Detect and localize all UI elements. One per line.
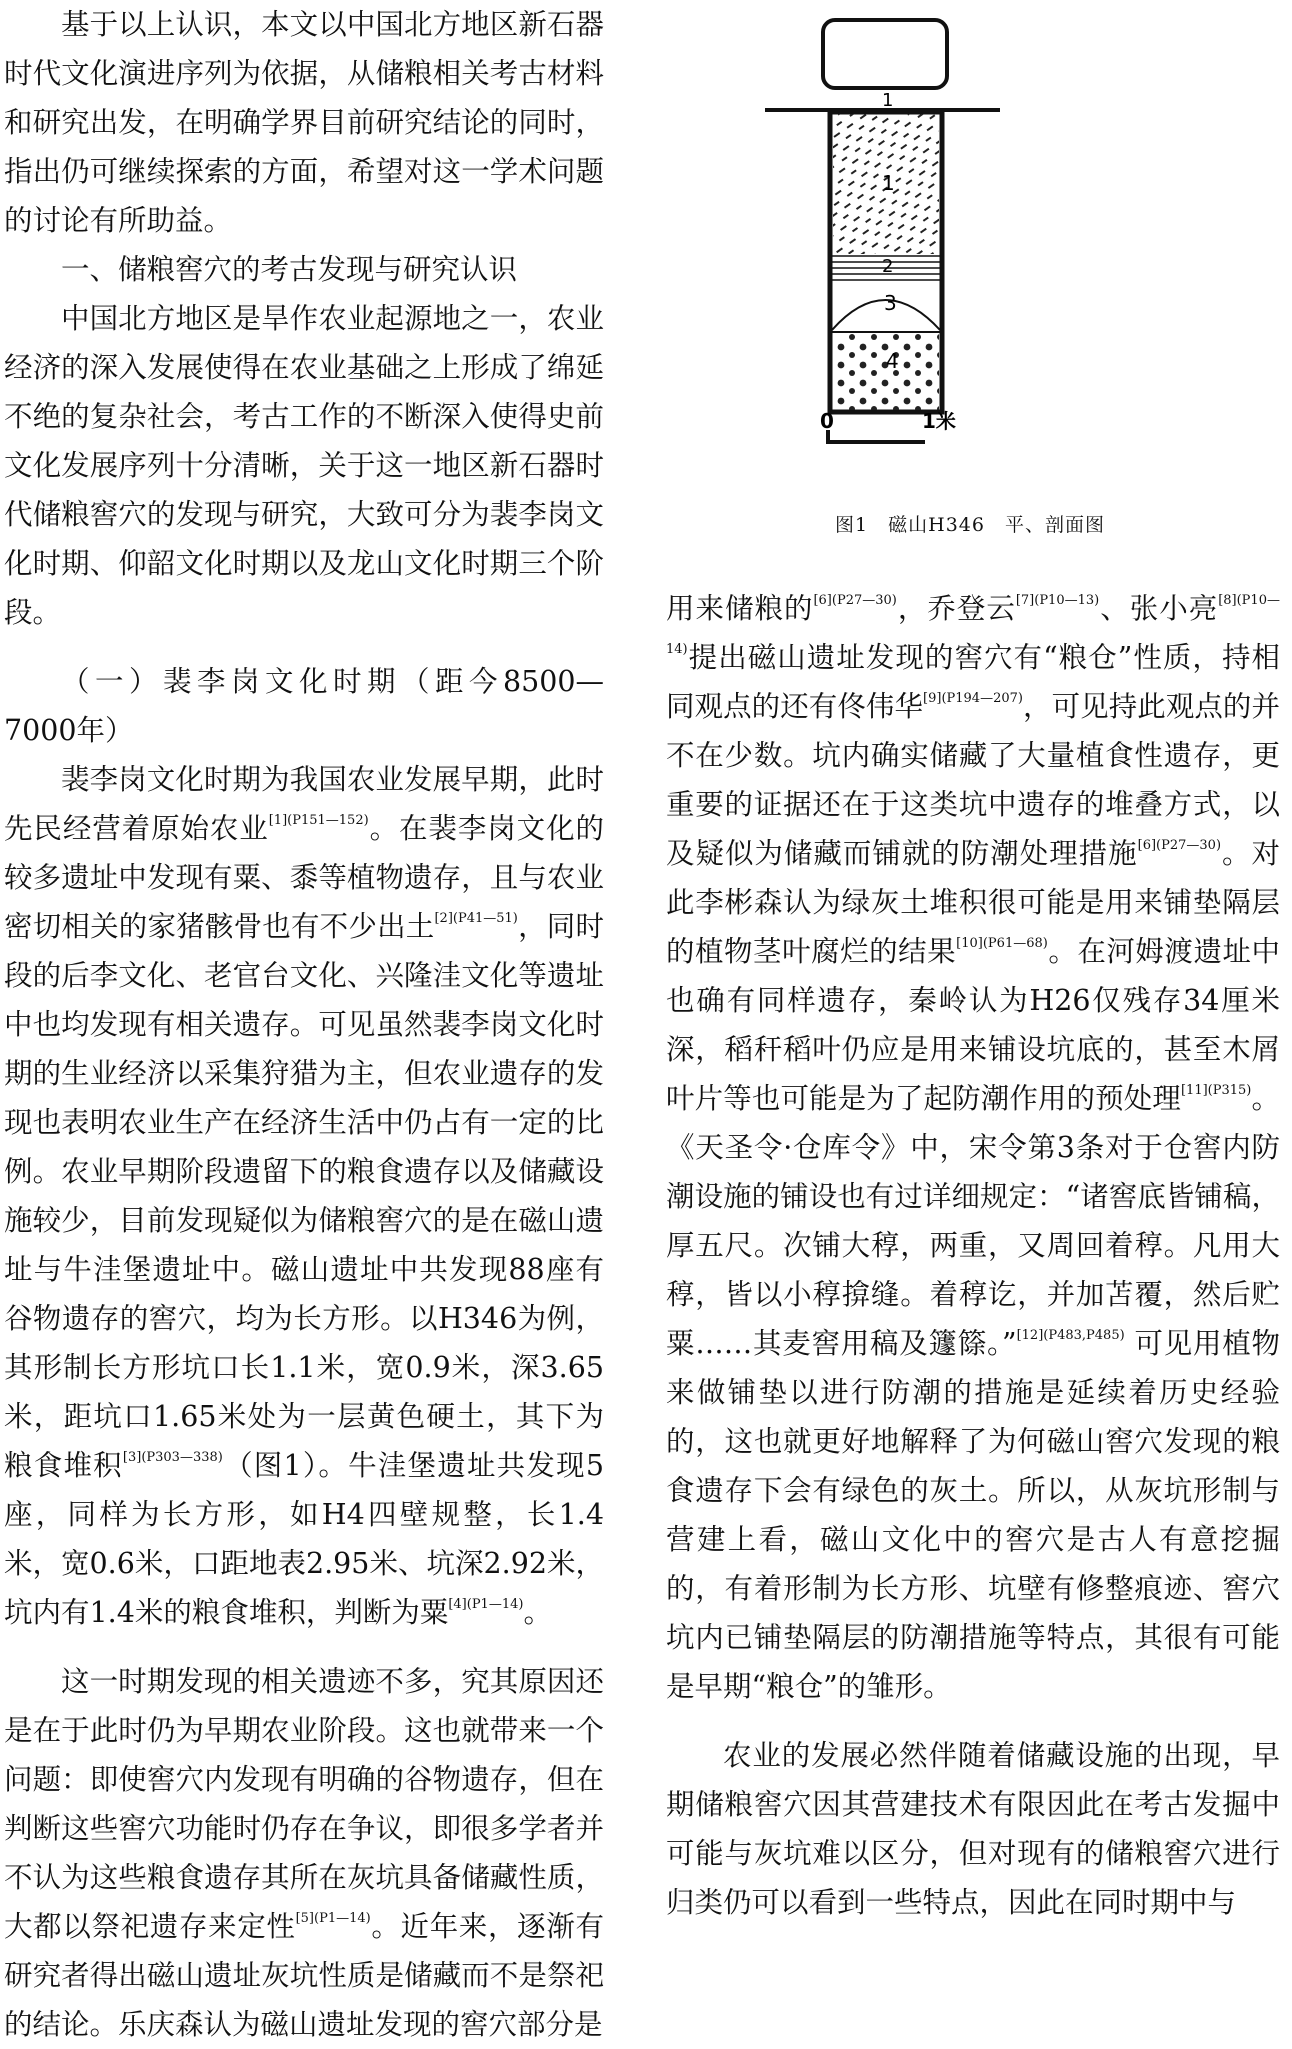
text-run: 。《天圣令·仓库令》中，宋令第3条对于仓窖内防潮设施的铺设也有过详细规定：“诸窖底皆铺稿，厚五尺。次铺大稕，两重，又周回着稕。凡用大稕，皆以小稕揜缝。着稕讫，并加苫覆，然后贮粟……其麦窖用稿及籧篨。”: [666, 1082, 1280, 1360]
text-run: 。在河姆渡遗址中也确有同样遗存，秦岭认为H26仅残存34厘米深，稻秆稻叶仍应是用来铺设坑底的，甚至木屑叶片等也可能是为了起防潮作用的预处理: [666, 935, 1280, 1115]
text-run: 用来储粮的: [666, 592, 814, 625]
sub-heading: （一）裴李岗文化时期（距今8500—7000年）: [4, 665, 604, 747]
citation: [9](P194—207): [923, 691, 1023, 706]
citation: [5](P1—14): [295, 1911, 371, 1926]
text-run: ，可见持此观点的并不在少数。坑内确实储藏了大量植食性遗存，更重要的证据还在于这类坑中遗存的堆叠方式，以及疑似为储藏而铺就的防潮处理措施: [666, 690, 1280, 870]
text-run: 。: [523, 1596, 552, 1629]
text-run: 。对此李彬森认为绿灰土堆积很可能是用来铺垫隔层的植物茎叶腐烂的结果: [666, 837, 1280, 968]
storage-debate-paragraph: [4, 1657, 604, 2049]
text-run: ，同时段的后李文化、老官台文化、兴隆洼文化等遗址中也均发现有相关遗存。可见虽然裴李岗文化时期的生业经济以采集狩猎为主，但农业遗存的发现也表明农业生产在经济生活中仍占有一定的比例。农业早期阶段遗留下的粮食遗存以及储藏设施较少，目前发现疑似为储粮窖穴的是在磁山遗址与牛洼堡遗址中。磁山遗址中共发现88座有谷物遗存的窖穴，均为长方形。以H346为例，其形制长方形坑口长1.1米，宽0.9米，深3.65米，距坑口1.65米处为一层黄色硬土，其下为粮食堆积: [4, 910, 604, 1482]
text-run: 裴李岗文化时期为我国农业发展早期，此时先民经营着原始农业: [4, 763, 604, 845]
citation: [6](P27—30): [1137, 838, 1222, 853]
layer-label-4: 4: [886, 349, 899, 373]
text-run: ，乔登云: [896, 592, 1016, 625]
left-column: [4, 0, 604, 2049]
agriculture-storage-paragraph: 农业的发展必然伴随着储藏设施的出现，早期储粮窖穴因其营建技术有限因此在考古发掘中可能与灰坑难以区分，但对现有的储粮窖穴进行归类仍可以看到一些特点，因此在同时期中与: [666, 1739, 1280, 1919]
section-paragraph: 中国北方地区是旱作农业起源地之一，农业经济的深入发展使得在农业基础之上形成了绵延不绝的复杂社会，考古工作的不断深入使得史前文化发展序列十分清晰，关于这一地区新石器时代储粮窖穴的发现与研究，大致可分为裴李岗文化时期、仰韶文化时期以及龙山文化时期三个阶段。: [4, 302, 604, 629]
cishan-storage-paragraph: [666, 584, 1280, 1711]
citation: [4](P1—14): [448, 1597, 524, 1612]
text-run: （图1）。牛洼堡遗址共发现5座，同样为长方形，如H4四壁规整，长1.4米，宽0.6米，口距地表2.95米、坑深2.92米，坑内有1.4米的粮食堆积，判断为粟: [4, 1449, 604, 1629]
plan-view: [823, 20, 947, 88]
layer-label-2: 2: [882, 256, 894, 277]
citation: [10](P61—68): [956, 936, 1048, 951]
citation: [12](P483,P485): [1016, 1328, 1125, 1343]
text-run: 这一时期发现的相关遗迹不多，究其原因还是在于此时仍为早期农业阶段。这也就带来一个问题：即使窖穴内发现有明确的谷物遗存，但在判断这些窖穴功能时仍存在争议，即很多学者并不认为这些粮食遗存其所在灰坑具备储藏性质，大都以祭祀遗存来定性: [4, 1665, 604, 1943]
citation: [11](P315): [1180, 1083, 1252, 1098]
layer-label-1b: 1: [882, 171, 895, 195]
layer-label-1a: 1: [882, 90, 894, 111]
right-column: [666, 584, 1280, 1927]
figure-caption: 图1 磁山H346 平、剖面图: [835, 514, 1105, 536]
pit-section-drawing: [660, 0, 1280, 500]
figure-1: [660, 0, 1280, 545]
text-run: 、张小亮: [1099, 592, 1219, 625]
layer-label-3: 3: [884, 291, 897, 315]
scale-end-label: 1米: [922, 409, 956, 433]
citation: [2](P41—51): [434, 911, 518, 926]
text-run: 可见用植物来做铺垫以进行防潮的措施是延续着历史经验的，这也就更好地解释了为何磁山窖穴发现的粮食遗存下会有绿色的灰土。所以，从灰坑形制与营建上看，磁山文化中的窖穴是古人有意挖掘的，有着形制为长方形、坑壁有修整痕迹、窖穴坑内已铺垫隔层的防潮措施等特点，其很有可能是早期“粮仓”的雏形。: [666, 1327, 1281, 1703]
intro-paragraph: 基于以上认识，本文以中国北方地区新石器时代文化演进序列为依据，从储粮相关考古材料和研究出发，在明确学界目前研究结论的同时，指出仍可继续探索的方面，希望对这一学术问题的讨论有所助益。: [4, 8, 604, 237]
text-run: 。近年来，逐渐有研究者得出磁山遗址灰坑性质是储藏而不是祭祀的结论。乐庆森认为磁山遗址发现的窖穴部分是: [4, 1910, 604, 2041]
citation: [6](P27—30): [813, 593, 897, 608]
citation: [8](P10—14): [666, 593, 1280, 657]
citation: [7](P10—13): [1015, 593, 1100, 608]
scale-start-label: 0: [820, 409, 834, 433]
citation: [3](P303—338): [122, 1450, 223, 1465]
peiligang-paragraph: [4, 755, 604, 1637]
section-heading: 一、储粮窖穴的考古发现与研究认识: [61, 253, 518, 286]
text-run: 。在裴李岗文化的较多遗址中发现有粟、黍等植物遗存，且与农业密切相关的家猪骸骨也有不少出土: [4, 812, 604, 943]
citation: [1](P151—152): [268, 813, 369, 828]
text-run: 提出磁山遗址发现的窖穴有“粮仓”性质，持相同观点的还有佟伟华: [666, 641, 1280, 723]
